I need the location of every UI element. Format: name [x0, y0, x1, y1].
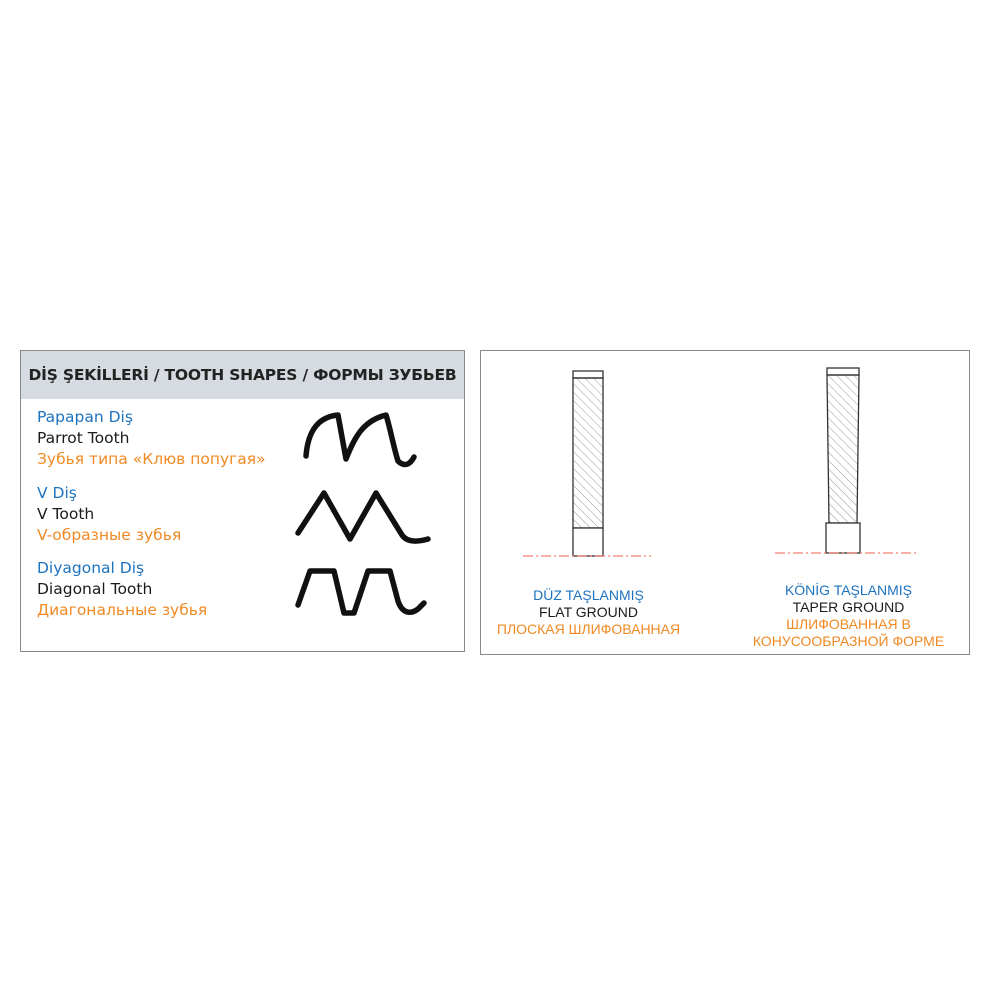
flat-ground-caption: [481, 587, 696, 638]
parrot-tooth-entry: [37, 407, 266, 470]
diagonal-tooth-label-tr: Diyagonal Diş: [37, 559, 145, 577]
parrot-tooth-label-ru: Зубья типа «Клюв попугая»: [37, 450, 266, 468]
v-tooth-entry: [37, 483, 181, 546]
v-tooth-label-tr: V Diş: [37, 484, 77, 502]
taper-ground-label-tr: KÖNİG TAŞLANMIŞ: [784, 582, 913, 598]
taper-ground-caption: [731, 582, 966, 650]
grinding-panel: [480, 350, 970, 655]
v-tooth-icon: [286, 483, 446, 548]
flat-ground-label-en: FLAT GROUND: [538, 604, 639, 620]
diagonal-tooth-icon: [286, 561, 456, 623]
parrot-tooth-icon: [286, 409, 446, 469]
taper-ground-label-ru-1: ШЛИФОВАННАЯ В: [786, 616, 911, 632]
v-tooth-label-ru: V-образные зубья: [37, 526, 182, 544]
tooth-shapes-title: DİŞ ŞEKİLLERİ / TOOTH SHAPES / ФОРМЫ ЗУБЬЕВ: [28, 366, 457, 384]
parrot-tooth-label-tr: Papapan Diş: [37, 408, 133, 426]
flat-ground-label-ru: ПЛОСКАЯ ШЛИФОВАННАЯ: [496, 621, 681, 637]
taper-ground-profile: [775, 368, 917, 553]
diagonal-tooth-label-en: Diagonal Tooth: [37, 580, 153, 598]
tooth-shapes-panel: [20, 350, 465, 652]
diagonal-tooth-entry: [37, 558, 207, 621]
v-tooth-label-en: V Tooth: [37, 505, 95, 523]
flat-ground-profile: [523, 371, 651, 556]
tooth-shapes-header: [21, 351, 464, 399]
parrot-tooth-label-en: Parrot Tooth: [37, 429, 130, 447]
diagonal-tooth-label-ru: Диагональные зубья: [37, 601, 208, 619]
taper-ground-label-ru-2: КОНУСООБРАЗНОЙ ФОРМЕ: [752, 633, 945, 649]
taper-ground-label-en: TAPER GROUND: [792, 599, 905, 615]
flat-ground-label-tr: DÜZ TAŞLANMIŞ: [533, 587, 644, 603]
